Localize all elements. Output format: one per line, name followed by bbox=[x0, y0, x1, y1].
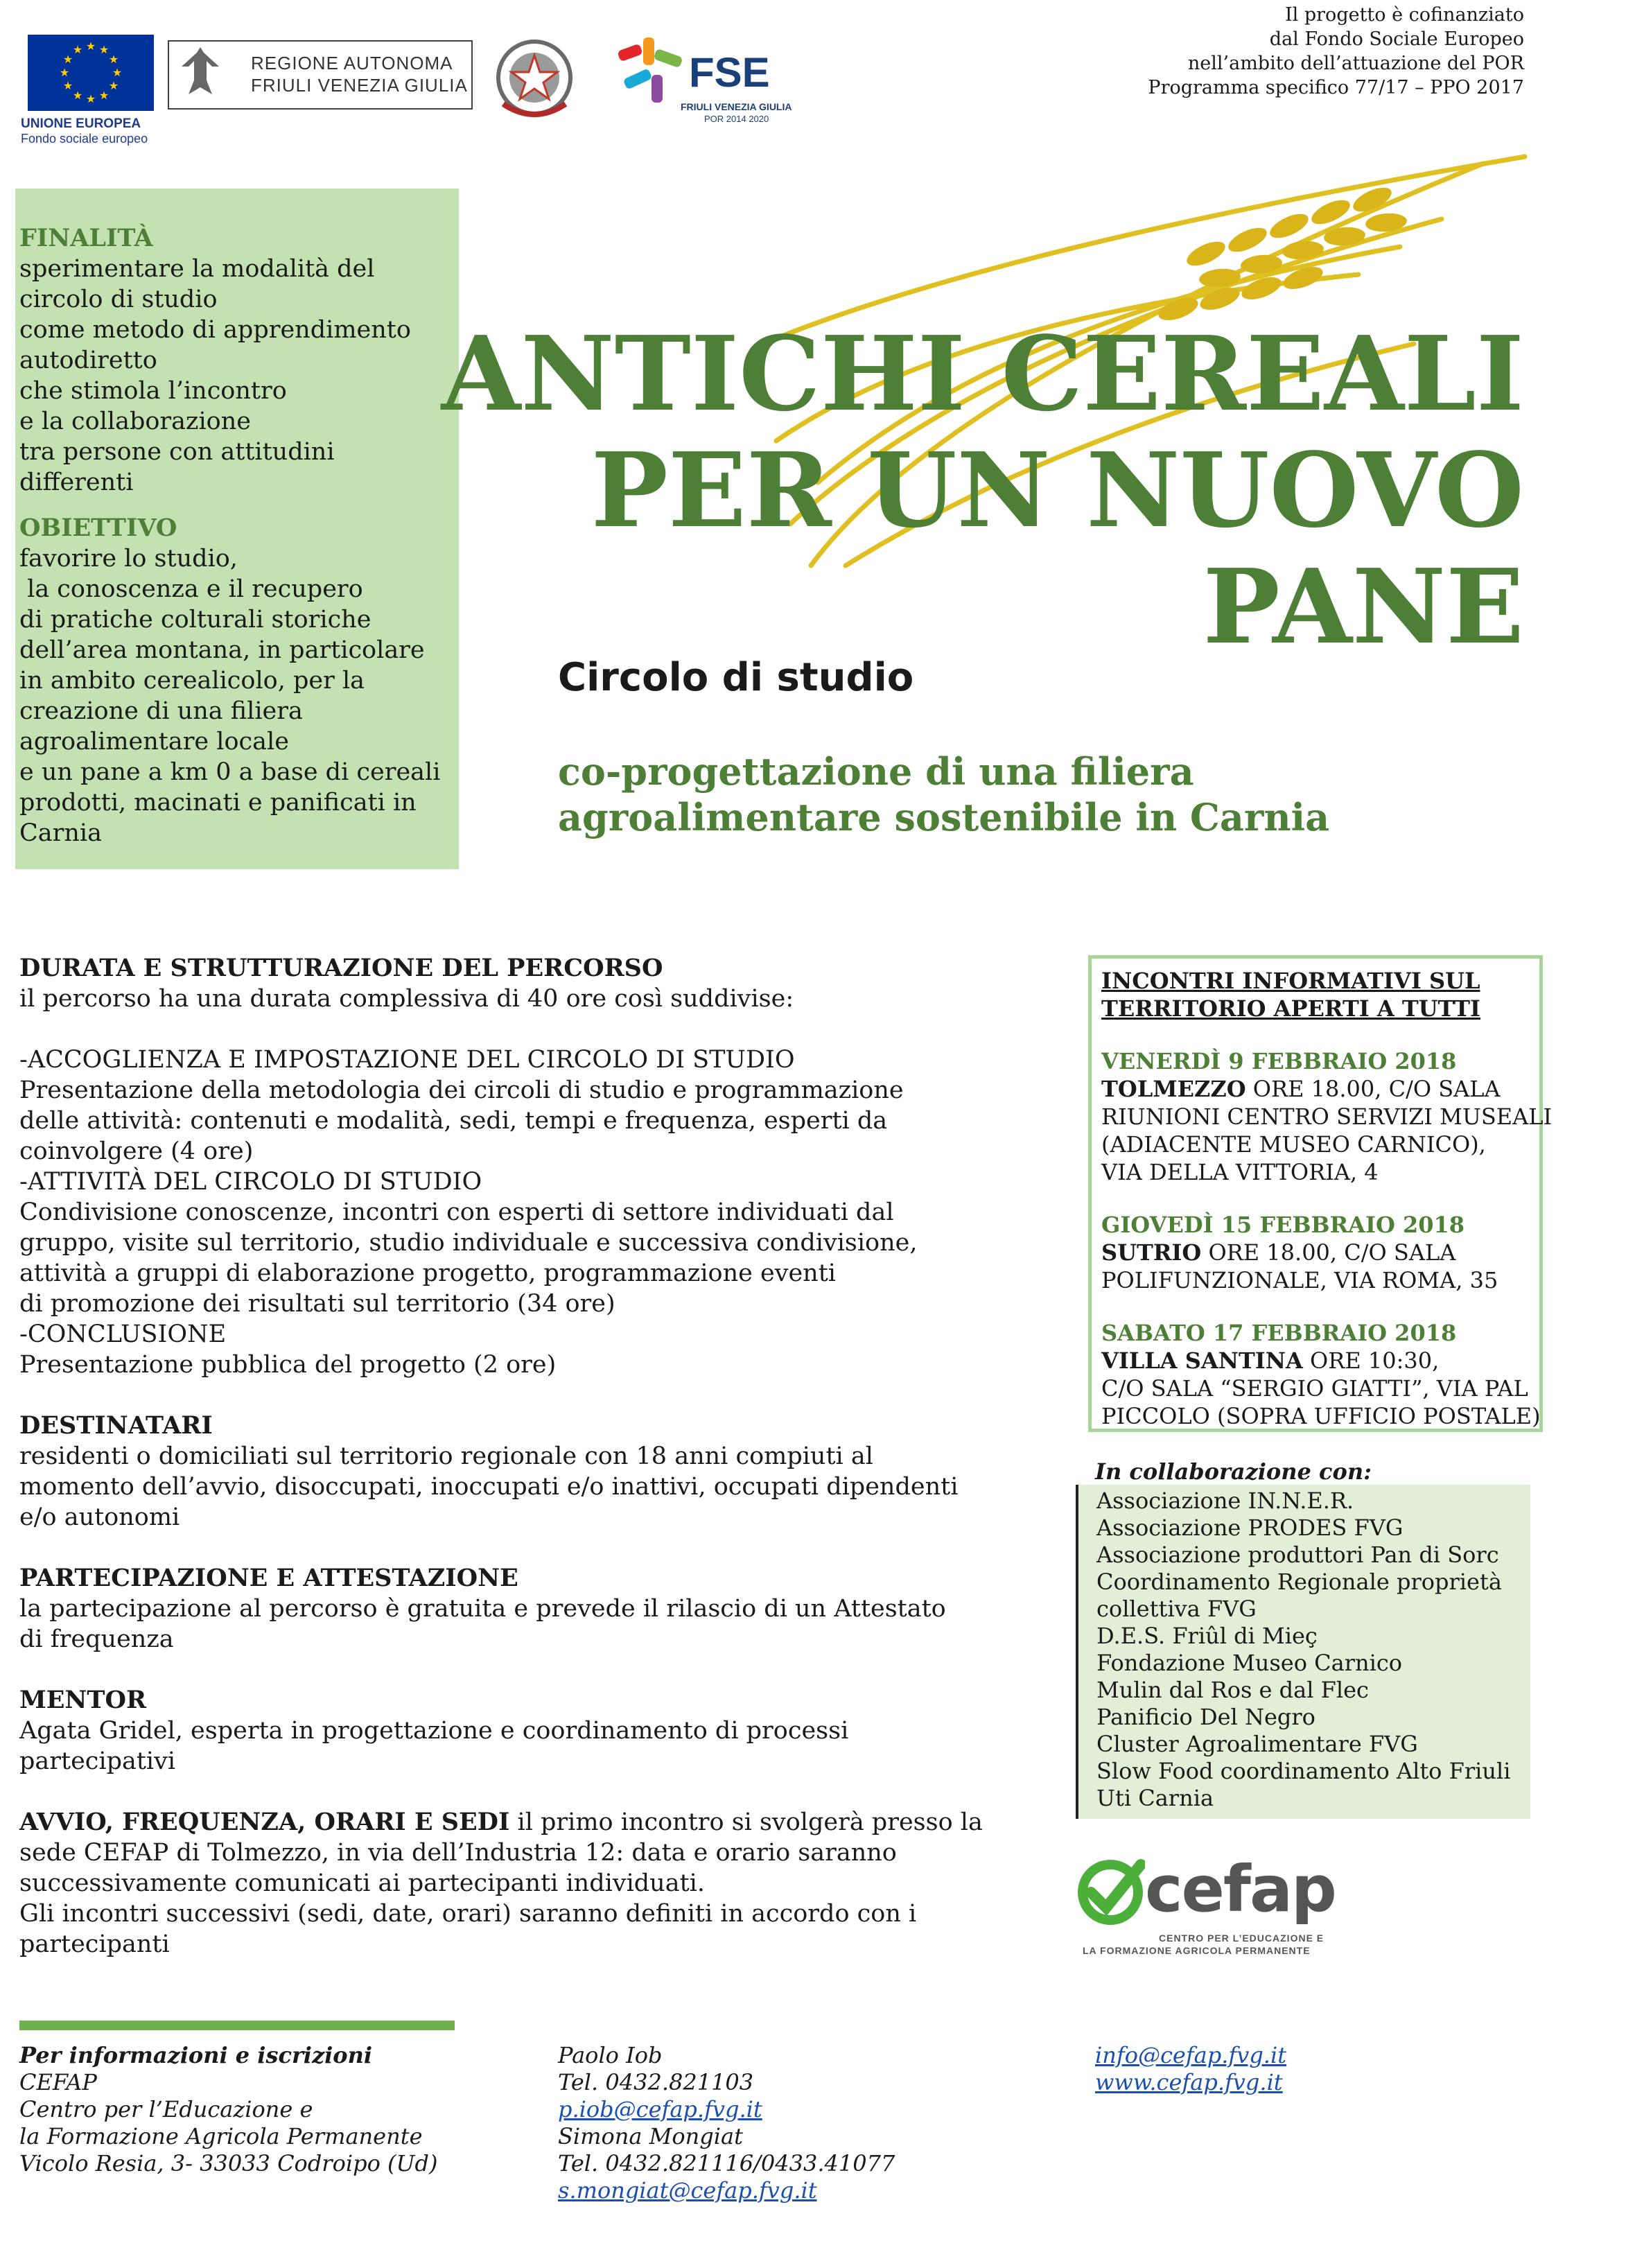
partner-item: collettiva FVG bbox=[1096, 1596, 1257, 1622]
contact-phone: Tel. 0432.821116/0433.41077 bbox=[558, 2150, 895, 2177]
event-line: VIA DELLA VITTORIA, 4 bbox=[1101, 1159, 1379, 1185]
contact-name: Simona Mongiat bbox=[558, 2123, 743, 2149]
durata-line: Condivisione conoscenze, incontri con esperti di settore individuati dal bbox=[19, 1198, 894, 1226]
durata-line: di promozione dei risultati sul territorio (34 ore) bbox=[19, 1290, 615, 1318]
mentor-line: Agata Gridel, esperta in progettazione e coordinamento di processi bbox=[19, 1717, 849, 1745]
incontri-heading: INCONTRI INFORMATIVI SUL bbox=[1101, 968, 1480, 994]
obiettivo-line: e un pane a km 0 a base di cereali bbox=[19, 758, 441, 786]
svg-text:★: ★ bbox=[85, 40, 96, 53]
title-line-1: ANTICHI CEREALI bbox=[441, 313, 1524, 434]
subtitle-coprogettazione bbox=[558, 749, 1329, 840]
event-date: SABATO 17 FEBBRAIO 2018 bbox=[1101, 1320, 1457, 1346]
contact-email-link[interactable]: p.iob@cefap.fvg.it bbox=[558, 2096, 762, 2122]
avvio-section bbox=[19, 1807, 990, 1960]
event-place: TOLMEZZO bbox=[1101, 1076, 1246, 1102]
fse-caption-1: FRIULI VENEZIA GIULIA bbox=[681, 101, 792, 112]
avvio-line: sede CEFAP di Tolmezzo, in via dell’Industria 12: data e orario saranno bbox=[19, 1839, 897, 1867]
svg-text:★: ★ bbox=[98, 43, 110, 56]
partner-item: Coordinamento Regionale proprietà bbox=[1096, 1569, 1502, 1595]
svg-text:★: ★ bbox=[59, 66, 70, 79]
svg-text:★: ★ bbox=[108, 79, 119, 92]
footer-info bbox=[19, 2042, 437, 2177]
obiettivo-line: favorire lo studio, bbox=[19, 545, 238, 573]
event-place: SUTRIO bbox=[1101, 1239, 1202, 1266]
partecipazione-heading: PARTECIPAZIONE E ATTESTAZIONE bbox=[19, 1564, 518, 1592]
avvio-first-line: il primo incontro si svolgerà presso la bbox=[509, 1808, 983, 1836]
avvio-line: Gli incontri successivi (sedi, date, orari) saranno definiti in accordo con i bbox=[19, 1900, 917, 1928]
destinatari-line: residenti o domiciliati sul territorio regionale con 18 anni compiuti al bbox=[19, 1442, 873, 1470]
website-link[interactable]: www.cefap.fvg.it bbox=[1095, 2069, 1283, 2095]
event-date: GIOVEDÌ 15 FEBBRAIO 2018 bbox=[1101, 1212, 1465, 1238]
finalita-line: autodiretto bbox=[19, 347, 157, 374]
cofin-line: nell’ambito dell’attuazione del POR bbox=[1187, 53, 1524, 74]
event-date: VENERDÌ 9 FEBBRAIO 2018 bbox=[1101, 1048, 1457, 1074]
cefap-caption-2: LA FORMAZIONE AGRICOLA PERMANENTE bbox=[1083, 1945, 1311, 1956]
footer-divider bbox=[19, 2021, 455, 2030]
finalita-line: come metodo di apprendimento bbox=[19, 316, 411, 344]
fse-shape-icon bbox=[611, 33, 688, 110]
incontri-heading: TERRITORIO APERTI A TUTTI bbox=[1101, 995, 1480, 1022]
finalita-heading: FINALITÀ bbox=[19, 224, 153, 252]
svg-text:★: ★ bbox=[72, 43, 83, 56]
cefap-caption-1: CENTRO PER L’EDUCAZIONE E bbox=[1159, 1933, 1324, 1944]
contact-phone: Tel. 0432.821103 bbox=[558, 2069, 754, 2095]
footer-info-line: Centro per l’Educazione e bbox=[19, 2096, 313, 2122]
event-line: PICCOLO (SOPRA UFFICIO POSTALE) bbox=[1101, 1403, 1541, 1429]
partecipazione-line: di frequenza bbox=[19, 1625, 174, 1653]
cofin-line: Programma specifico 77/17 – PPO 2017 bbox=[1148, 77, 1524, 98]
destinatari-heading: DESTINATARI bbox=[19, 1411, 213, 1440]
finalita-line: che stimola l’incontro bbox=[19, 377, 287, 405]
cefap-wordmark: cefap bbox=[1145, 1852, 1336, 1926]
eagle-icon bbox=[176, 46, 225, 103]
incontri-informativi-box bbox=[1088, 955, 1553, 1432]
repubblica-italiana-emblem-icon bbox=[491, 35, 578, 125]
title-line-3: PANE bbox=[1203, 546, 1524, 667]
page-title bbox=[441, 315, 1524, 665]
avvio-line: partecipanti bbox=[19, 1930, 170, 1958]
event-place: VILLA SANTINA bbox=[1101, 1347, 1303, 1374]
partner-item: Associazione produttori Pan di Sorc bbox=[1096, 1542, 1499, 1568]
avvio-line: successivamente comunicati ai partecipanti individuati. bbox=[19, 1869, 705, 1897]
durata-line: attività a gruppi di elaborazione progetto, programmazione eventi bbox=[19, 1259, 836, 1287]
fse-caption-2: POR 2014 2020 bbox=[704, 114, 769, 124]
contact-email-link[interactable]: s.mongiat@cefap.fvg.it bbox=[558, 2177, 817, 2204]
obiettivo-line: Carnia bbox=[19, 819, 102, 847]
mentor-heading: MENTOR bbox=[19, 1686, 147, 1714]
info-email-link[interactable]: info@cefap.fvg.it bbox=[1095, 2042, 1287, 2068]
regione-line-2: FRIULI VENEZIA GIULIA bbox=[251, 75, 468, 96]
event-time: ORE 18.00, C/O SALA bbox=[1201, 1239, 1456, 1266]
cofinanziamento-note bbox=[900, 3, 1524, 100]
durata-line: delle attività: contenuti e modalità, sedi, tempi e frequenza, esperti da bbox=[19, 1107, 888, 1135]
collaborazione-list bbox=[1076, 1485, 1530, 1819]
obiettivo-line: prodotti, macinati e panificati in bbox=[19, 789, 417, 817]
collaborazione-heading: In collaborazione con: bbox=[1095, 1458, 1372, 1485]
durata-line: -ACCOGLIENZA E IMPOSTAZIONE DEL CIRCOLO DI STUDIO bbox=[19, 1046, 795, 1074]
durata-section bbox=[19, 953, 990, 1380]
obiettivo-line: di pratiche colturali storiche bbox=[19, 606, 371, 634]
cofin-line: dal Fondo Sociale Europeo bbox=[1269, 28, 1524, 50]
durata-heading: DURATA E STRUTTURAZIONE DEL PERCORSO bbox=[19, 954, 663, 982]
cofin-line: Il progetto è cofinanziato bbox=[1284, 4, 1524, 26]
durata-line: -ATTIVITÀ DEL CIRCOLO DI STUDIO bbox=[19, 1168, 482, 1196]
eu-flag-icon bbox=[28, 35, 154, 111]
obiettivo-line: agroalimentare locale bbox=[19, 728, 289, 756]
finalita-obiettivo-box bbox=[15, 189, 459, 869]
obiettivo-heading: OBIETTIVO bbox=[19, 514, 177, 542]
durata-line: coinvolgere (4 ore) bbox=[19, 1137, 254, 1165]
partner-item: D.E.S. Friûl di Mieç bbox=[1096, 1623, 1318, 1649]
partner-item: Associazione PRODES FVG bbox=[1096, 1515, 1404, 1541]
durata-line: gruppo, visite sul territorio, studio individuale e successiva condivisione, bbox=[19, 1229, 918, 1257]
finalita-line: circolo di studio bbox=[19, 286, 218, 313]
svg-text:★: ★ bbox=[62, 53, 73, 66]
cefap-check-icon bbox=[1076, 1858, 1145, 1927]
destinatari-line: e/o autonomi bbox=[19, 1503, 180, 1531]
footer-contacts bbox=[558, 2042, 895, 2204]
durata-intro: il percorso ha una durata complessiva di 40 ore così suddivise: bbox=[19, 985, 794, 1013]
footer-links bbox=[1095, 2042, 1286, 2096]
finalita-line: sperimentare la modalità del bbox=[19, 255, 375, 283]
destinatari-line: momento dell’avvio, disoccupati, inoccupati e/o inattivi, occupati dipendenti bbox=[19, 1473, 959, 1501]
avvio-heading: AVVIO, FREQUENZA, ORARI E SEDI bbox=[19, 1808, 510, 1836]
obiettivo-line: in ambito cerealicolo, per la bbox=[19, 667, 365, 695]
finalita-line: e la collaborazione bbox=[19, 408, 251, 435]
footer-info-line: la Formazione Agricola Permanente bbox=[19, 2123, 423, 2149]
event-time: ORE 18.00, C/O SALA bbox=[1245, 1076, 1501, 1102]
finalita-line: differenti bbox=[19, 469, 134, 496]
footer-info-line: Vicolo Resia, 3- 33033 Codroipo (Ud) bbox=[19, 2150, 438, 2177]
obiettivo-line: creazione di una filiera bbox=[19, 697, 303, 725]
fse-title: FSE bbox=[689, 49, 770, 96]
svg-text:★: ★ bbox=[112, 66, 123, 79]
partecipazione-line: la partecipazione al percorso è gratuita e prevede il rilascio di un Attestato bbox=[19, 1595, 946, 1623]
cefap-logo bbox=[1076, 1852, 1336, 1956]
destinatari-section bbox=[19, 1411, 990, 1533]
partner-item: Fondazione Museo Carnico bbox=[1096, 1650, 1403, 1676]
partner-item: Uti Carnia bbox=[1096, 1785, 1214, 1811]
subtitle2-line: co-progettazione di una filiera bbox=[558, 749, 1194, 794]
svg-text:★: ★ bbox=[85, 92, 96, 105]
svg-text:★: ★ bbox=[98, 89, 110, 102]
mentor-section bbox=[19, 1685, 990, 1777]
footer-info-heading: Per informazioni e iscrizioni bbox=[19, 2042, 373, 2068]
partecipazione-section bbox=[19, 1563, 990, 1655]
svg-text:★: ★ bbox=[62, 79, 73, 92]
footer-info-line: CEFAP bbox=[19, 2069, 97, 2095]
svg-text:★: ★ bbox=[72, 89, 83, 102]
eu-caption-2: Fondo sociale europeo bbox=[21, 132, 148, 146]
eu-caption-1: UNIONE EUROPEA bbox=[21, 116, 141, 131]
mentor-line: partecipativi bbox=[19, 1747, 176, 1775]
event-line: C/O SALA “SERGIO GIATTI”, VIA PAL bbox=[1101, 1375, 1528, 1402]
durata-line: Presentazione della metodologia dei circoli di studio e programmazione bbox=[19, 1076, 904, 1104]
partner-item: Panificio Del Negro bbox=[1096, 1704, 1315, 1730]
partner-item: Slow Food coordinamento Alto Friuli bbox=[1096, 1758, 1511, 1784]
regione-line-1: REGIONE AUTONOMA bbox=[251, 53, 453, 73]
obiettivo-line: la conoscenza e il recupero bbox=[19, 575, 363, 603]
subtitle2-line: agroalimentare sostenibile in Carnia bbox=[558, 795, 1330, 839]
durata-line: -CONCLUSIONE bbox=[19, 1320, 227, 1348]
fse-logo bbox=[609, 29, 816, 126]
durata-line: Presentazione pubblica del progetto (2 ore) bbox=[19, 1351, 557, 1379]
svg-text:★: ★ bbox=[108, 53, 119, 66]
finalita-line: tra persone con attitudini bbox=[19, 438, 335, 466]
obiettivo-line: dell’area montana, in particolare bbox=[19, 636, 425, 664]
eu-logo bbox=[21, 35, 159, 152]
partner-item: Cluster Agroalimentare FVG bbox=[1096, 1731, 1418, 1757]
event-line: (ADIACENTE MUSEO CARNICO), bbox=[1101, 1131, 1486, 1158]
event-line: POLIFUNZIONALE, VIA ROMA, 35 bbox=[1101, 1267, 1498, 1293]
contact-name: Paolo Iob bbox=[558, 2042, 663, 2068]
regione-fvg-logo bbox=[168, 40, 473, 110]
partner-item: Associazione IN.N.E.R. bbox=[1096, 1488, 1354, 1514]
event-time: ORE 10:30, bbox=[1302, 1347, 1440, 1374]
main-content bbox=[19, 953, 990, 1990]
subtitle: Circolo di studio bbox=[558, 655, 914, 700]
event-line: RIUNIONI CENTRO SERVIZI MUSEALI bbox=[1101, 1104, 1553, 1130]
title-line-2: PER UN NUOVO bbox=[591, 430, 1524, 550]
partner-item: Mulin dal Ros e dal Flec bbox=[1096, 1677, 1369, 1703]
